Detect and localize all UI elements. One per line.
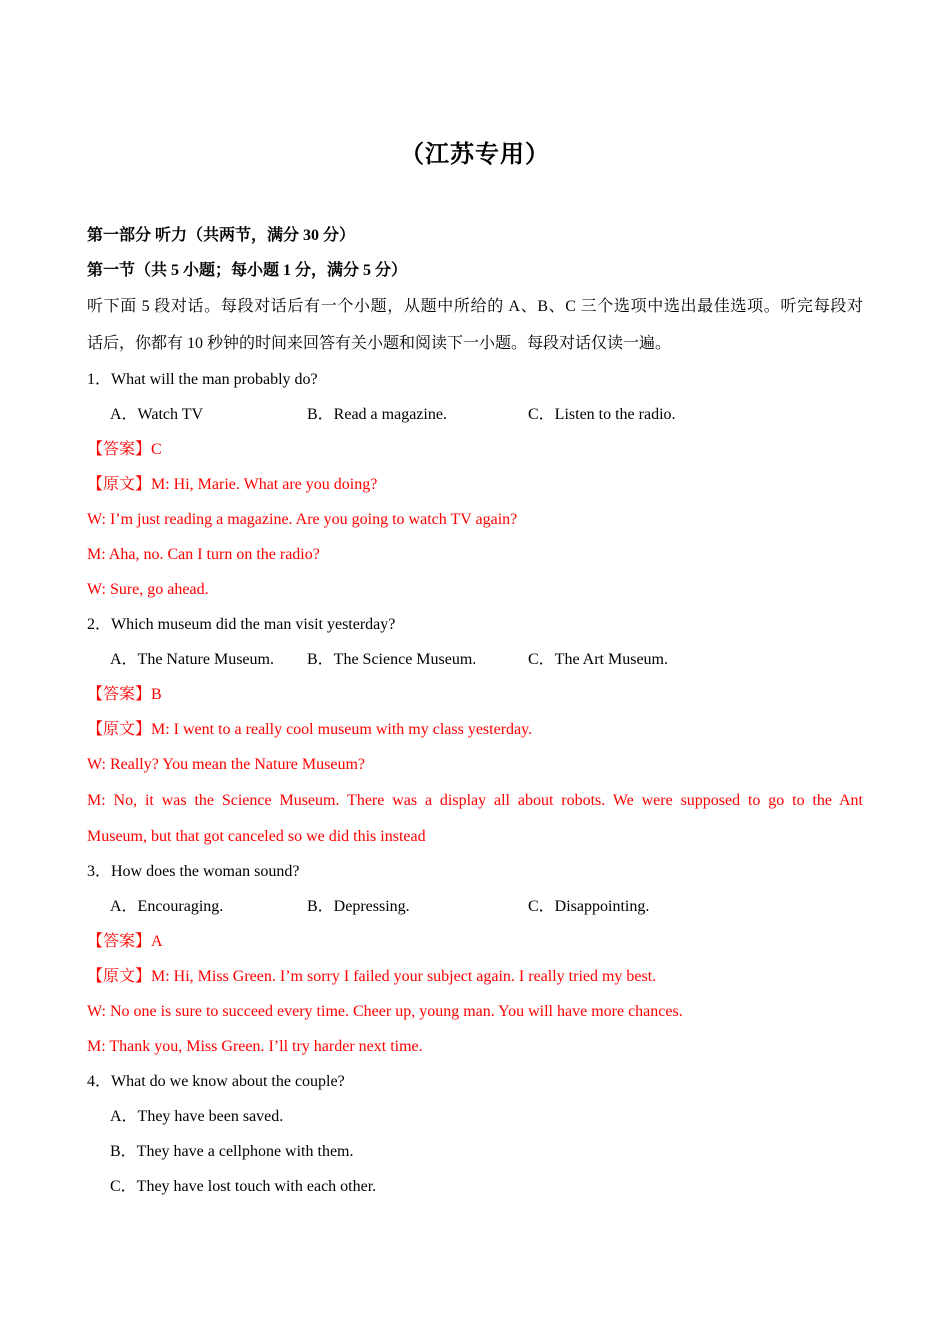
part-heading: 第一部分 听力（共两节，满分 30 分） [87, 227, 356, 244]
question-3-option-c: C．Disappointing. [528, 898, 650, 915]
section-heading: 第一节（共 5 小题；每小题 1 分，满分 5 分） [87, 262, 408, 279]
question-4-option-c: C．They have lost touch with each other. [110, 1178, 377, 1195]
question-1-option-a: A．Watch TV [110, 406, 204, 423]
question-1-stem: 1．What will the man probably do? [87, 371, 318, 388]
question-4-stem: 4．What do we know about the couple? [87, 1073, 345, 1090]
question-2-options [87, 642, 863, 677]
question-4-option-a: A．They have been saved. [110, 1108, 284, 1125]
question-1-answer: 【答案】C [87, 441, 162, 458]
question-2-transcript-2: W: Really? You mean the Nature Museum? [87, 756, 366, 773]
question-3-stem: 3．How does the woman sound? [87, 863, 300, 880]
question-1-option-b: B．Read a magazine. [307, 406, 447, 423]
question-1-transcript-3: M: Aha, no. Can I turn on the radio? [87, 546, 320, 563]
question-2-transcript-1: 【原文】M: I went to a really cool museum with my class yesterday. [87, 721, 533, 738]
instructions-line-1: 听下面 5 段对话。每段对话后有一个小题，从题中所给的 A、B、C 三个选项中选出最佳选项。听完每段对 [87, 298, 863, 315]
page-title: （江苏专用） [400, 142, 550, 168]
question-3-option-a: A．Encouraging. [110, 898, 224, 915]
question-2-option-c: C．The Art Museum. [528, 651, 668, 668]
question-1-transcript-1: 【原文】M: Hi, Marie. What are you doing? [87, 476, 378, 493]
question-3-transcript-2: W: No one is sure to succeed every time. Cheer up, young man. You will have more chances. [87, 1003, 683, 1020]
question-3-transcript-3: M: Thank you, Miss Green. I’ll try harder next time. [87, 1038, 423, 1055]
question-2-stem: 2．Which museum did the man visit yesterday? [87, 616, 396, 633]
question-1-option-c: C．Listen to the radio. [528, 406, 676, 423]
instructions-line-2: 话后，你都有 10 秒钟的时间来回答有关小题和阅读下一小题。每段对话仅读一遍。 [87, 335, 672, 352]
question-2-transcript-4: Museum, but that got canceled so we did this instead [87, 828, 426, 845]
question-2-answer: 【答案】B [87, 686, 162, 703]
question-1-transcript-2: W: I’m just reading a magazine. Are you going to watch TV again? [87, 511, 518, 528]
question-4-option-b: B．They have a cellphone with them. [110, 1143, 354, 1160]
question-3-options [87, 889, 863, 924]
question-2-option-b: B．The Science Museum. [307, 651, 477, 668]
question-3-option-b: B．Depressing. [307, 898, 410, 915]
question-1-transcript-4: W: Sure, go ahead. [87, 581, 209, 598]
question-3-answer: 【答案】A [87, 933, 163, 950]
question-1-options [87, 397, 863, 432]
question-2-transcript-3: M: No, it was the Science Museum. There was a display all about robots. We were supposed to go to the Ant [87, 792, 863, 809]
document-body [87, 218, 863, 1204]
question-2-option-a: A．The Nature Museum. [110, 651, 274, 668]
question-3-transcript-1: 【原文】M: Hi, Miss Green. I’m sorry I failed your subject again. I really tried my best. [87, 968, 657, 985]
